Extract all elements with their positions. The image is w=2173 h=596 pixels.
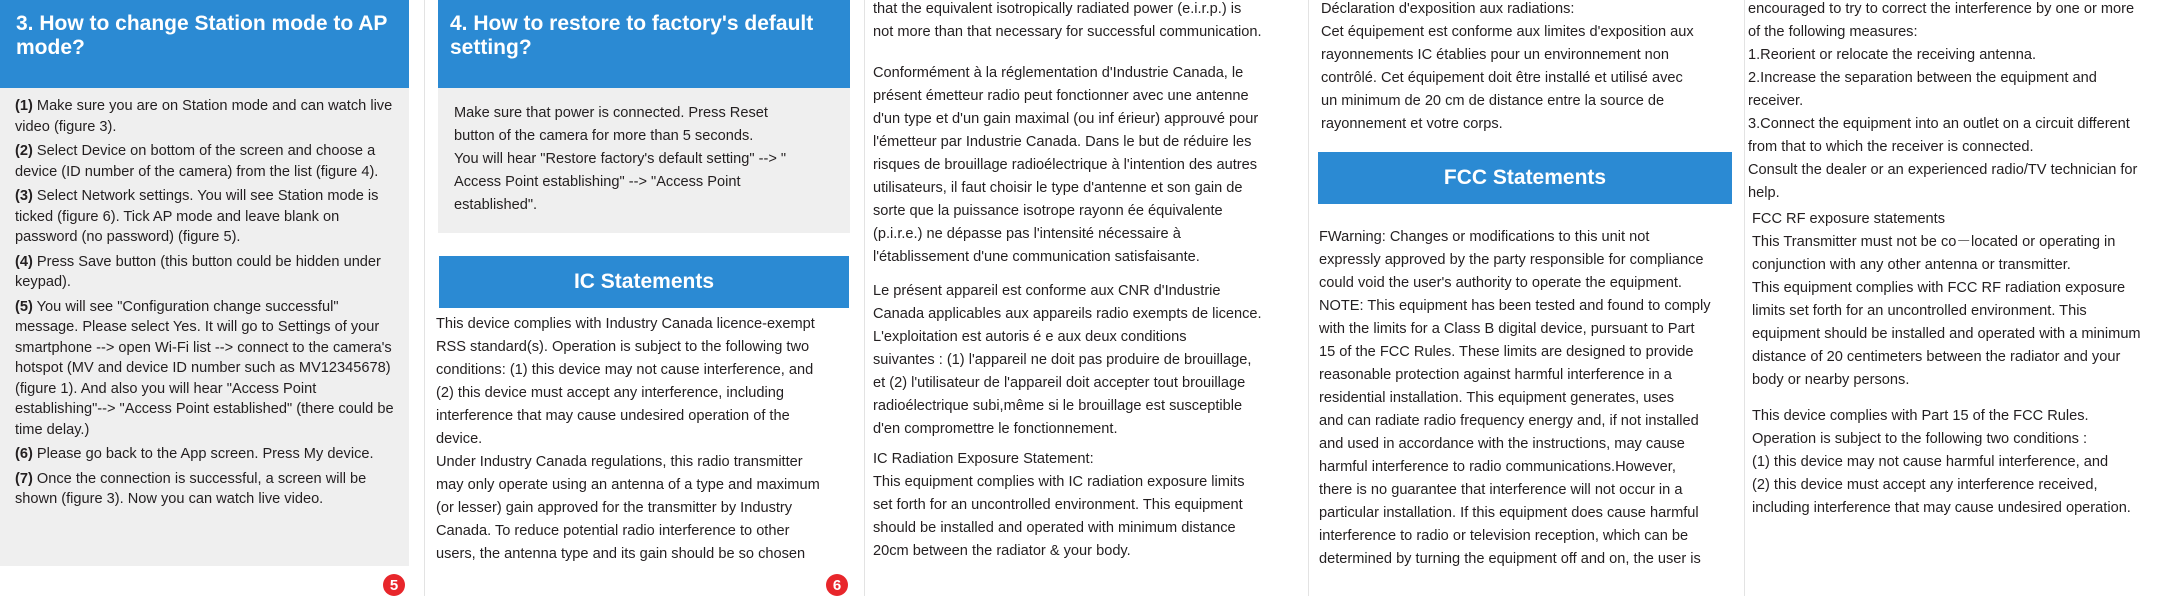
fcc-heading <box>1318 152 1732 204</box>
col5-block2: FCC RF exposure statements This Transmitter must not be co－located or operating in conjunction with any other antenna or transmitter. This equipment complies with FCC RF radiation exposure limits set forth for an uncontrolled environment. This equipment should be installed and operated with a minimum distance of 20 centimeters between the radiator and your body or nearby persons. <box>1752 211 2141 388</box>
col4-block1: Déclaration d'exposition aux radiations: Cet équipement est conforme aux limites d'exposition aux rayonnements IC établies pour un environnement non contrôlé. Cet équipement doit être installé et utilisé avec un minimum de 20 cm de distance entre la source de rayonnement et votre corps. <box>1321 1 1694 132</box>
col3-block2: Conformément à la réglementation d'Industrie Canada, le présent émetteur radio peut fonctionner avec une antenne d'un type et d'un gain maximal (ou inf érieur) approuvé pour l'émetteur par Industrie Canada. Dans le but de réduire les risques de brouillage radioélectrique à l'intention des autres utilisateurs, il faut choisir le type d'antenne et son gain de sorte que la puissance isotrope rayonn ée équivalente (p.i.r.e.) ne dépasse pas l'intensité nécessaire à l'établissement d'une communication satisfaisante. <box>873 65 1259 265</box>
step-1: (1) Make sure you are on Station mode and can watch live video (figure 3). <box>15 98 393 135</box>
column-divider <box>864 0 865 596</box>
ic-body: This device complies with Industry Canada licence-exempt RSS standard(s). Operation is subject to the following two conditions: (1) this device may not cause interference, and (2) this device must accept any interference, including interference that may cause undesired operation of the device. Under Industry Canada regulations, this radio transmitter may only operate using an antenna of a type and maximum (or lesser) gain approved for the transmitter by Industry Canada. To reduce potential radio interference to other users, the antenna type and its gain should be so chosen <box>436 316 820 562</box>
column-divider <box>1308 0 1309 596</box>
col5-block1: encouraged to try to correct the interference by one or more of the following measures: 1.Reorient or relocate the receiving antenna. 2.Increase the separation between the equipment and receiver. 3.Connect the equipment into an outlet on a circuit different from that to which the receiver is connected. Consult the dealer or an experienced radio/TV technician for help. <box>1748 1 2138 201</box>
page-number-5: 5 <box>383 574 405 596</box>
step-7: (7) Once the connection is successful, a screen will be shown (figure 3). Now you can watch live video. <box>15 470 367 507</box>
section4-body: Make sure that power is connected. Press Reset button of the camera for more than 5 seconds. You will hear "Restore factory's default setting" --> " Access Point establishing" --> "Access Point established". <box>454 105 787 213</box>
fcc-title: FCC Statements <box>1443 166 1607 189</box>
step-6: (6) Please go back to the App screen. Press My device. <box>15 446 374 462</box>
section4-heading <box>438 0 850 88</box>
col3-block3: Le présent appareil est conforme aux CNR d'Industrie Canada applicables aux appareils radio exempts de licence. L'exploitation est autoris é e aux deux conditions suivantes : (1) l'appareil ne doit pas produire de brouillage, et (2) l'utilisateur de l'appareil doit accepter tout brouillage radioélectrique subi,même si le brouillage est susceptible d'en compromettre le fonctionnement. <box>873 283 1262 437</box>
step-2: (2) Select Device on bottom of the screen and choose a device (ID number of the camera) from the list (figure 4). <box>15 143 379 180</box>
col3-block1: that the equivalent isotropically radiated power (e.i.r.p.) is not more than that necessary for successful communication. <box>873 1 1262 40</box>
section3-heading <box>0 0 409 88</box>
ic-title: IC Statements <box>573 270 715 293</box>
section4-title: 4. How to restore to factory's default setting? <box>450 12 814 59</box>
page-number-6: 6 <box>826 574 848 596</box>
step-5: (5) You will see "Configuration change successful" message. Please select Yes. It will go to Settings of your smartphone --> open Wi-Fi list --> connect to the camera's hotspot (MV and device ID number such as MV12345678) (figure 1). And also you will hear "Access Point establishing"--> "Access Point established" (there could be time delay.) <box>15 298 394 438</box>
step-4: (4) Press Save button (this button could be hidden under keypad). <box>15 253 381 290</box>
section3-title: 3. How to change Station mode to AP mode? <box>16 12 388 59</box>
column-divider <box>424 0 425 596</box>
column-divider <box>1744 0 1745 596</box>
ic-heading <box>439 256 849 308</box>
col4-block2: FWarning: Changes or modifications to this unit not expressly approved by the party responsible for compliance could void the user's authority to operate the equipment. NOTE: This equipment has been tested and found to comply with the limits for a Class B digital device, pursuant to Part 15 of the FCC Rules. These limits are designed to provide reasonable protection against harmful interference in a residential installation. This equipment generates, uses and can radiate radio frequency energy and, if not installed and used in accordance with the instructions, may cause harmful interference to radio communications.However, there is no guarantee that interference will not occur in a particular installation. If this equipment does cause harmful interference to radio or television reception, which can be determined by turning the equipment off and on, the user is <box>1319 229 1711 567</box>
col5-block3: This device complies with Part 15 of the FCC Rules. Operation is subject to the following two conditions : (1) this device may not cause harmful interference, and (2) this device must accept any interference received, including interference that may cause undesired operation. <box>1752 408 2131 516</box>
step-3: (3) Select Network settings. You will see Station mode is ticked (figure 6). Tick AP mode and leave blank on password (no password) (figure 5). <box>15 188 379 245</box>
section3-steps <box>15 96 400 514</box>
col3-block4: IC Radiation Exposure Statement: This equipment complies with IC radiation exposure limits set forth for an uncontrolled environment. This equipment should be installed and operated with minimum distance 20cm between the radiator & your body. <box>873 451 1245 559</box>
